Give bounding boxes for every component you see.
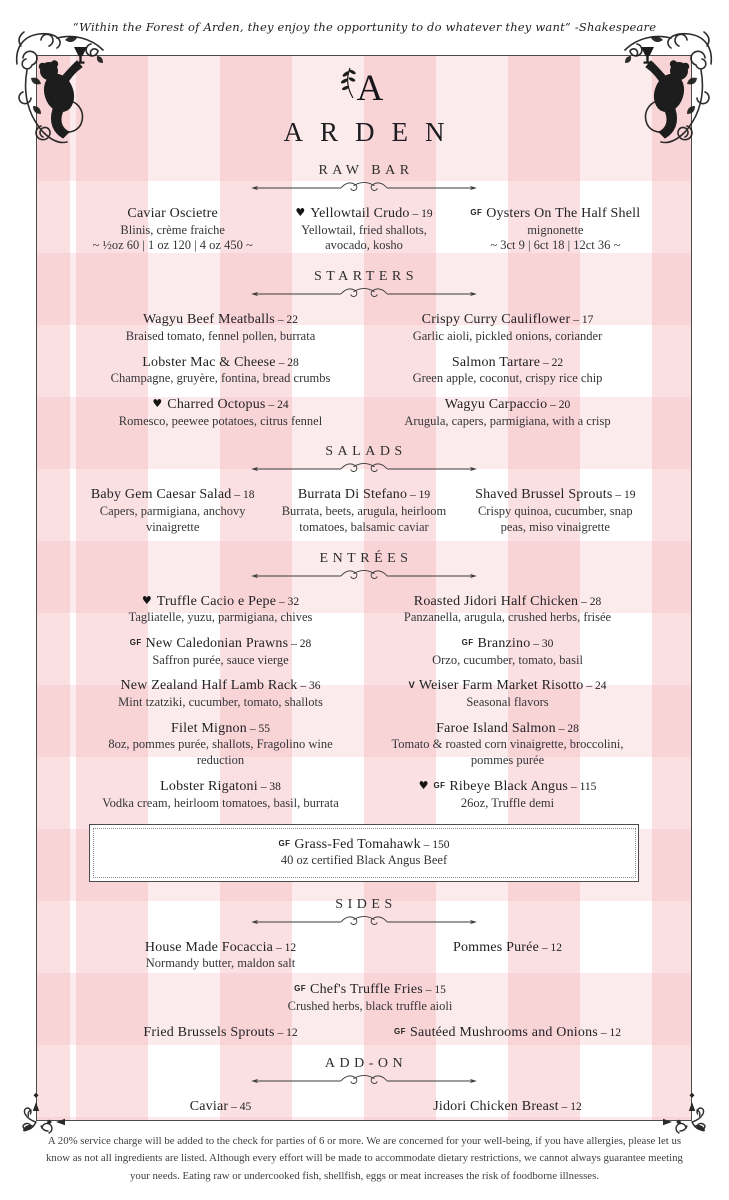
menu-item [364, 939, 651, 957]
menu-item [77, 635, 364, 668]
menu-row [77, 486, 651, 535]
menu-item-title [83, 981, 657, 999]
menu-row [77, 354, 651, 387]
menu-item [364, 778, 651, 811]
menu-item-price: – 32 [276, 595, 300, 608]
menu-item-description: Crushed herbs, black truffle aioli [287, 998, 453, 1013]
menu-item-description: Crispy quinoa, cucumber, snap [477, 503, 633, 518]
gf-icon: GF [470, 208, 483, 217]
menu-item-name: Caviar [189, 1099, 229, 1114]
menu-row [77, 1098, 651, 1116]
menu-item-name: Roasted Jidori Half Chicken [413, 593, 579, 609]
menu-item-description: ~ 3ct 9 | 6ct 18 | 12ct 36 ~ [490, 238, 621, 253]
menu-row [77, 1024, 651, 1042]
menu-item-price: – 24 [583, 680, 607, 693]
menu-item [77, 311, 364, 344]
menu-item-name: Salmon Tartare [451, 354, 541, 370]
menu-item-name: Jidori Chicken Breast [433, 1099, 559, 1114]
section-title-sides: SIDES [335, 896, 397, 912]
gf-icon: GF [433, 781, 446, 790]
feature-box-inner [93, 828, 636, 878]
menu-item-price: – 22 [540, 356, 564, 369]
menu-row [77, 778, 651, 811]
menu-item-title [83, 354, 358, 372]
brand [77, 64, 651, 148]
menu-item [364, 311, 651, 344]
menu-item-title [104, 836, 625, 854]
logo [345, 64, 384, 116]
menu-item-description: 26oz, Truffle demi [460, 795, 555, 810]
menu-item-title [83, 1024, 358, 1042]
menu-item-description: Seasonal flavors [466, 694, 549, 709]
menu-item [104, 836, 625, 869]
heart-icon: ♥ [295, 206, 306, 219]
menu-item-description: tomatoes, balsamic caviar [299, 519, 429, 534]
menu-item-name: Sautéed Mushrooms and Onions [409, 1024, 598, 1040]
menu-item-name: Caviar Oscietre [127, 206, 218, 221]
menu-item-price: – 30 [530, 638, 554, 650]
menu-item-title [83, 486, 262, 504]
section-divider-ornament [239, 286, 489, 302]
menu-item-name: House Made Focaccia [144, 939, 274, 955]
menu-item-name: New Zealand Half Lamb Rack [120, 678, 298, 694]
menu-item-description: mignonette [527, 222, 584, 237]
menu-item-name: Crispy Curry Cauliflower [421, 312, 571, 328]
menu-item-title [370, 778, 645, 796]
menu-item-price: – 17 [570, 314, 594, 327]
menu-item-description: Yellowtail, fried shallots, [301, 222, 427, 237]
menu-item-description: Capers, parmigiana, anchovy [99, 503, 246, 518]
menu-item-description: pommes purée [470, 753, 545, 768]
menu-item [460, 205, 651, 254]
menu-item [77, 486, 268, 535]
menu-item-title [370, 1098, 645, 1116]
menu-sections [77, 163, 651, 1116]
menu-item-name: Truffle Cacio e Pepe [156, 593, 277, 609]
menu-item-description: Garlic aioli, pickled onions, coriander [412, 328, 603, 343]
menu-item-name: Wagyu Carpaccio [444, 397, 548, 412]
menu-item-price: – 19 [612, 489, 636, 502]
heart-icon: ♥ [152, 397, 163, 410]
menu-item-price: – 19 [407, 489, 431, 502]
shakespeare-quote: “Within the Forest of Arden, they enjoy the opportunity to do whatever they want” -Shakespeare [72, 20, 657, 34]
menu-item-description: Normandy butter, maldon salt [145, 956, 296, 971]
section-title-entrees: ENTRÉES [319, 550, 413, 566]
menu-item-title [466, 205, 645, 223]
menu-item-name: Fried Brussels Sprouts [143, 1024, 275, 1040]
logo-letter: A [356, 68, 384, 109]
menu-item-name: Filet Mignon [171, 720, 247, 736]
menu-item-name: Yellowtail Crudo [310, 206, 410, 221]
menu-item [77, 981, 663, 1014]
menu-item-price: – 28 [288, 638, 312, 650]
menu-item-description: Tagliatelle, yuzu, parmigiana, chives [128, 610, 313, 625]
menu-item-name: Lobster Mac & Cheese [142, 354, 276, 370]
gf-icon: GF [129, 638, 142, 647]
menu-item-title [83, 778, 358, 796]
menu-item-description: Saffron purée, sauce vierge [152, 652, 289, 667]
menu-item-price: – 55 [246, 722, 270, 735]
menu-item-title [370, 1024, 645, 1042]
menu-item-description: Tomato & roasted corn vinaigrette, broccolini, [391, 737, 624, 752]
menu-item-title [370, 354, 645, 372]
menu-item-description: 40 oz certified Black Angus Beef [280, 853, 448, 868]
section-divider-ornament [239, 914, 489, 930]
menu-item [364, 720, 651, 769]
menu-item-price: – 12 [273, 941, 297, 954]
menu-item-description: Arugula, capers, parmigiana, with a crisp [404, 413, 611, 428]
menu-item-price: – 12 [597, 1026, 621, 1039]
menu-item [364, 1024, 651, 1042]
menu-item [364, 635, 651, 668]
menu-item-name: Faroe Island Salmon [436, 720, 556, 736]
menu-item-price: – 22 [274, 314, 298, 327]
menu-item-description: ~ ½oz 60 | 1 oz 120 | 4 oz 450 ~ [92, 238, 253, 253]
restaurant-name: ARDEN [283, 117, 462, 147]
menu-item-title [370, 939, 645, 957]
menu-item-name: Lobster Rigatoni [160, 779, 258, 794]
menu-item [364, 677, 651, 710]
menu-item [77, 1098, 364, 1116]
section-title-add-on: ADD-ON [324, 1056, 408, 1071]
menu-item-description: 8oz, pommes purée, shallots, Fragolino wine [108, 737, 333, 752]
menu-item [364, 396, 651, 429]
menu-item-name: Branzino [477, 636, 531, 651]
menu-item-description: Braised tomato, fennel pollen, burrata [125, 328, 316, 343]
menu-item-title [274, 486, 453, 504]
menu-row [77, 396, 651, 429]
footer-disclaimer: A 20% service charge will be added to the check for parties of 6 or more. We are concerned for your well-being, if you have allergies, please let us know as not all ingredients are listed. Although every effort will be made to accommodate dietary restrictions, we cannot always guarantee meeting your needs. Eating raw or undercooked fish, shellfish, eggs or meat increases the risk of foodborne illnesses. [46, 1135, 683, 1182]
menu-item-title [83, 939, 358, 957]
menu-row [77, 939, 651, 972]
section-title-salads: SALADS [325, 444, 407, 460]
menu-item-price: – 24 [265, 399, 289, 411]
menu-item-title [83, 720, 358, 738]
menu-item [268, 486, 459, 535]
menu-item-name: Charred Octopus [167, 397, 266, 412]
menu-item-title [83, 311, 358, 329]
heart-icon: ♥ [418, 779, 429, 792]
menu-item-title [83, 1098, 358, 1116]
menu-row [77, 635, 651, 668]
menu-item-description: Burrata, beets, arugula, heirloom [281, 503, 447, 518]
menu-item [364, 354, 651, 387]
menu-item-title [370, 635, 645, 653]
menu-item-price: – 28 [555, 722, 579, 735]
menu-item-description: avocado, kosho [325, 238, 403, 253]
menu-item-description: reduction [196, 753, 245, 768]
menu-item [77, 677, 364, 710]
menu-item-price: – 36 [297, 680, 321, 693]
gf-icon: GF [394, 1026, 406, 1036]
menu-item-price: – 45 [228, 1101, 252, 1113]
menu-item-description: Mint tzatziki, cucumber, tomato, shallots [118, 694, 323, 709]
menu-item-title [370, 720, 645, 738]
menu-item-title [83, 205, 262, 223]
section-divider-ornament [239, 180, 489, 196]
menu-item-title [370, 593, 645, 611]
menu-item-title [370, 311, 645, 329]
menu-item [460, 486, 651, 535]
menu-row [77, 205, 651, 254]
menu-item [77, 939, 364, 972]
menu-item-description: Vodka cream, heirloom tomatoes, basil, burrata [102, 795, 339, 810]
menu-item-description: Blinis, crème fraiche [120, 222, 225, 237]
section-title-raw-bar: RAW BAR [318, 163, 414, 178]
leaf-sprig-icon [337, 66, 357, 100]
menu-item-title [83, 635, 358, 653]
menu-item-title [370, 677, 645, 695]
menu-item-name: Burrata Di Stefano [297, 487, 408, 503]
menu-item-title [370, 396, 645, 414]
menu-row [77, 720, 651, 769]
section-divider-ornament [239, 1073, 489, 1089]
menu-item-name: New Caledonian Prawns [145, 636, 289, 651]
menu-item-description: Green apple, coconut, crispy rice chip [412, 371, 603, 386]
gf-icon: GF [294, 984, 307, 994]
menu-item-name: Shaved Brussel Sprouts [475, 487, 613, 503]
menu-item [77, 593, 364, 626]
menu-item [77, 720, 364, 769]
menu-item [364, 1098, 651, 1116]
menu-item-price: – 38 [257, 781, 281, 793]
menu-item-description: Orzo, cucumber, tomato, basil [432, 652, 583, 667]
menu-item-price: – 28 [275, 356, 299, 369]
menu-item-price: – 15 [422, 984, 446, 997]
menu-item-name: Baby Gem Caesar Salad [90, 487, 232, 503]
menu-row [77, 677, 651, 710]
menu-item-price: – 115 [568, 781, 597, 793]
menu-row [77, 593, 651, 626]
heart-icon: ♥ [141, 593, 152, 607]
menu-item-price: – 20 [547, 399, 571, 411]
menu-item-price: – 12 [274, 1026, 298, 1039]
menu-item [77, 778, 364, 811]
menu-item [77, 1024, 364, 1042]
gf-icon: GF [278, 838, 291, 848]
menu-item-description: Panzanella, arugula, crushed herbs, frisée [403, 610, 612, 625]
menu-item-price: – 12 [539, 941, 562, 954]
menu-item-title [466, 486, 645, 504]
menu-item-title [274, 205, 453, 223]
menu-item-price: – 12 [558, 1101, 582, 1113]
menu-item-title [83, 396, 358, 414]
gf-icon: GF [461, 638, 474, 647]
menu-item [77, 396, 364, 429]
menu-item-price: – 19 [409, 208, 433, 220]
section-divider-ornament [239, 568, 489, 584]
menu-item-price: – 18 [231, 489, 255, 502]
menu-item-description: peas, miso vinaigrette [500, 519, 610, 534]
feature-box-tomahawk [89, 824, 639, 881]
menu-item-name: Grass-Fed Tomahawk [294, 836, 421, 852]
section-divider-ornament [239, 461, 489, 477]
v-icon: V [408, 680, 415, 692]
menu-item-name: Ribeye Black Angus [449, 779, 569, 794]
menu-item-name: Pommes Purée [452, 939, 539, 955]
section-title-starters: STARTERS [313, 269, 419, 285]
menu-item-name: Chef's Truffle Fries [310, 982, 423, 998]
menu-row [77, 981, 651, 1014]
menu-item [77, 354, 364, 387]
menu-item-title [83, 593, 358, 611]
menu-item-title [83, 677, 358, 695]
menu-item-name: Oysters On The Half Shell [486, 206, 641, 221]
menu-item-description: vinaigrette [145, 519, 200, 534]
menu-item [77, 205, 268, 254]
menu-item-description: Romesco, peewee potatoes, citrus fennel [118, 413, 323, 428]
menu-item-description: Champagne, gruyère, fontina, bread crumbs [110, 371, 331, 386]
menu-row [77, 311, 651, 344]
menu-item-price: – 150 [420, 838, 450, 851]
menu-item [364, 593, 651, 626]
menu-item-price: – 28 [578, 595, 602, 608]
menu-item [268, 205, 459, 254]
menu-item-name: Weiser Farm Market Risotto [418, 678, 584, 694]
menu-frame [36, 55, 692, 1121]
menu-item-name: Wagyu Beef Meatballs [143, 312, 275, 328]
menu-content [37, 56, 691, 1116]
